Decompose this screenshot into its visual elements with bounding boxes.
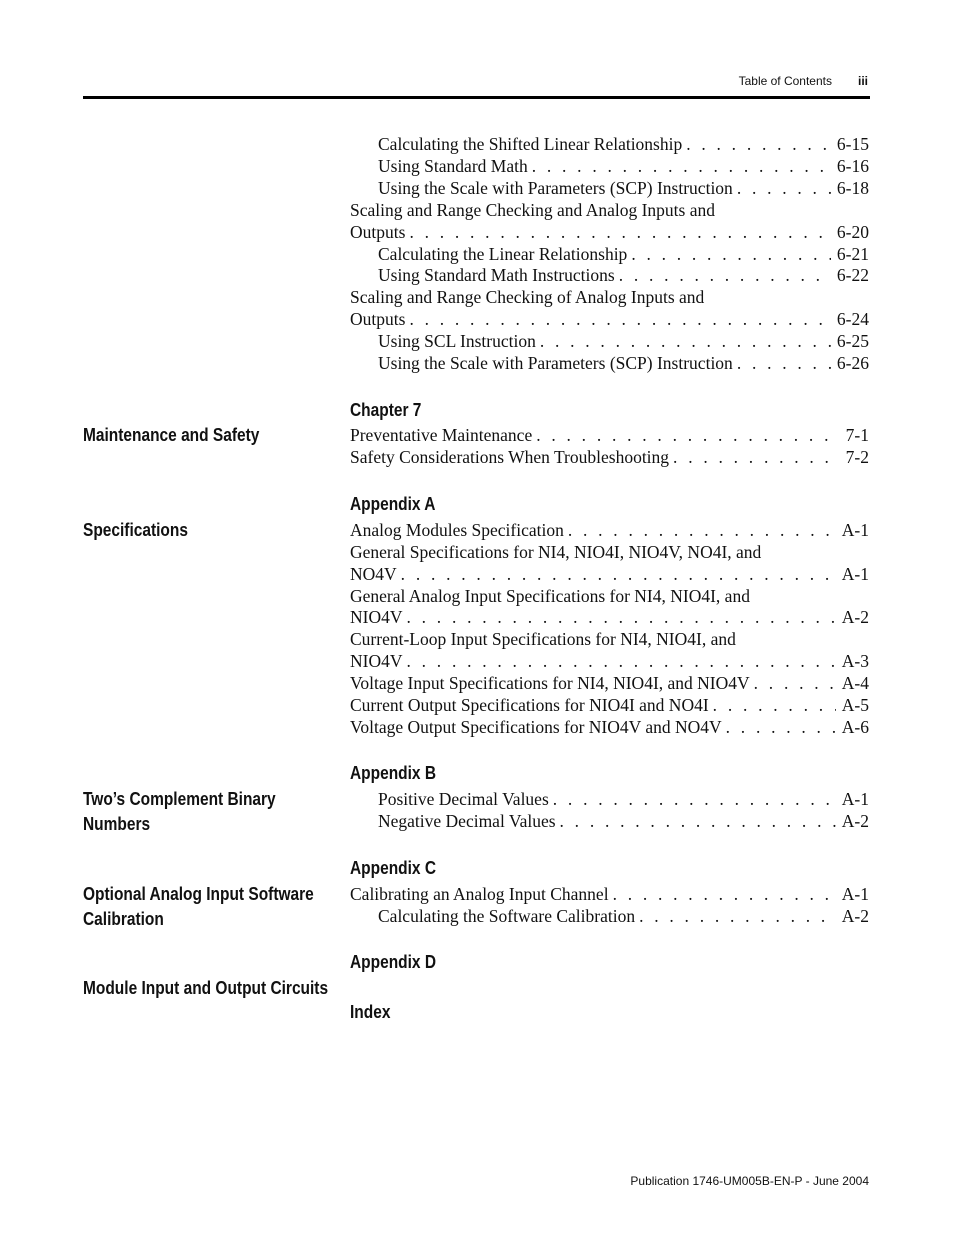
toc-entry[interactable]: Using the Scale with Parameters (SCP) Instruction . . . 6-18 [378,178,869,200]
toc-entry[interactable]: General Analog Input Specifications for NI4, NIO4I, and [350,586,750,606]
toc-entry[interactable]: Current Output Specifications for NIO4I and NO4I . . . A-5 [350,695,869,717]
toc-entry[interactable]: Calculating the Shifted Linear Relationship . . . 6-15 [378,134,869,156]
toc-entry[interactable]: Calculating the Software Calibration . . . A-2 [378,906,869,928]
appendix-heading[interactable]: Appendix A [350,494,436,514]
toc-entry[interactable]: Scaling and Range Checking and Analog Inputs and [350,200,715,220]
running-header-section: Table of Contents [738,74,832,88]
toc-entry[interactable]: Safety Considerations When Troubleshooting . . . 7-2 [350,447,869,469]
chapter-side-title: Maintenance and Safety [83,425,260,445]
toc-entry[interactable]: Scaling and Range Checking of Analog Inputs and [350,287,705,307]
toc-entry[interactable]: Negative Decimal Values . . . A-2 [378,811,869,833]
chapter-side-title: Module Input and Output Circuits [83,978,329,998]
header-rule [83,96,870,99]
toc-entry[interactable]: Current-Loop Input Specifications for NI4, NIO4I, and [350,629,736,649]
toc-entry-continuation[interactable]: NIO4V . . . A-3 [350,651,869,673]
appendix-heading[interactable]: Appendix B [350,763,437,783]
toc-entry[interactable]: General Specifications for NI4, NIO4I, NIO4V, NO4I, and [350,542,762,562]
toc-entry[interactable]: Preventative Maintenance . . . 7-1 [350,425,869,447]
toc-entry-continuation[interactable]: NO4V . . . A-1 [350,564,869,586]
chapter-side-title: Two’s Complement Binary Numbers [83,789,276,834]
publication-footer: Publication 1746-UM005B-EN-P - June 2004 [630,1174,869,1188]
chapter-side-title: Optional Analog Input Software Calibration [83,884,314,929]
toc-entry[interactable]: Analog Modules Specification . . . A-1 [350,520,869,542]
appendix-heading[interactable]: Appendix D [350,952,437,972]
toc-entry[interactable]: Using the Scale with Parameters (SCP) Instruction . . . 6-26 [378,353,869,375]
toc-entry-continuation[interactable]: NIO4V . . . A-2 [350,607,869,629]
toc-entry[interactable]: Positive Decimal Values . . . A-1 [378,789,869,811]
toc-entry[interactable]: Using SCL Instruction . . . 6-25 [378,331,869,353]
chapter-side-title: Specifications [83,520,188,540]
appendix-heading[interactable]: Appendix C [350,858,437,878]
toc-entry[interactable]: Calibrating an Analog Input Channel . . . A-1 [350,884,869,906]
toc-entry[interactable]: Using Standard Math . . . 6-16 [378,156,869,178]
toc-entry-continuation[interactable]: Outputs . . . 6-20 [350,222,869,244]
toc-entry[interactable]: Voltage Input Specifications for NI4, NIO4I, and NIO4V . . . A-4 [350,673,869,695]
chapter-heading[interactable]: Chapter 7 [350,400,422,420]
running-header-page-number: iii [858,74,869,88]
toc-entry[interactable]: Voltage Output Specifications for NIO4V and NO4V . . . A-6 [350,717,869,739]
toc-entry[interactable]: Using Standard Math Instructions . . . 6-22 [378,265,869,287]
toc-entry[interactable]: Calculating the Linear Relationship . . . 6-21 [378,244,869,266]
index-heading[interactable]: Index [350,1002,391,1022]
toc-entry-continuation[interactable]: Outputs . . . 6-24 [350,309,869,331]
